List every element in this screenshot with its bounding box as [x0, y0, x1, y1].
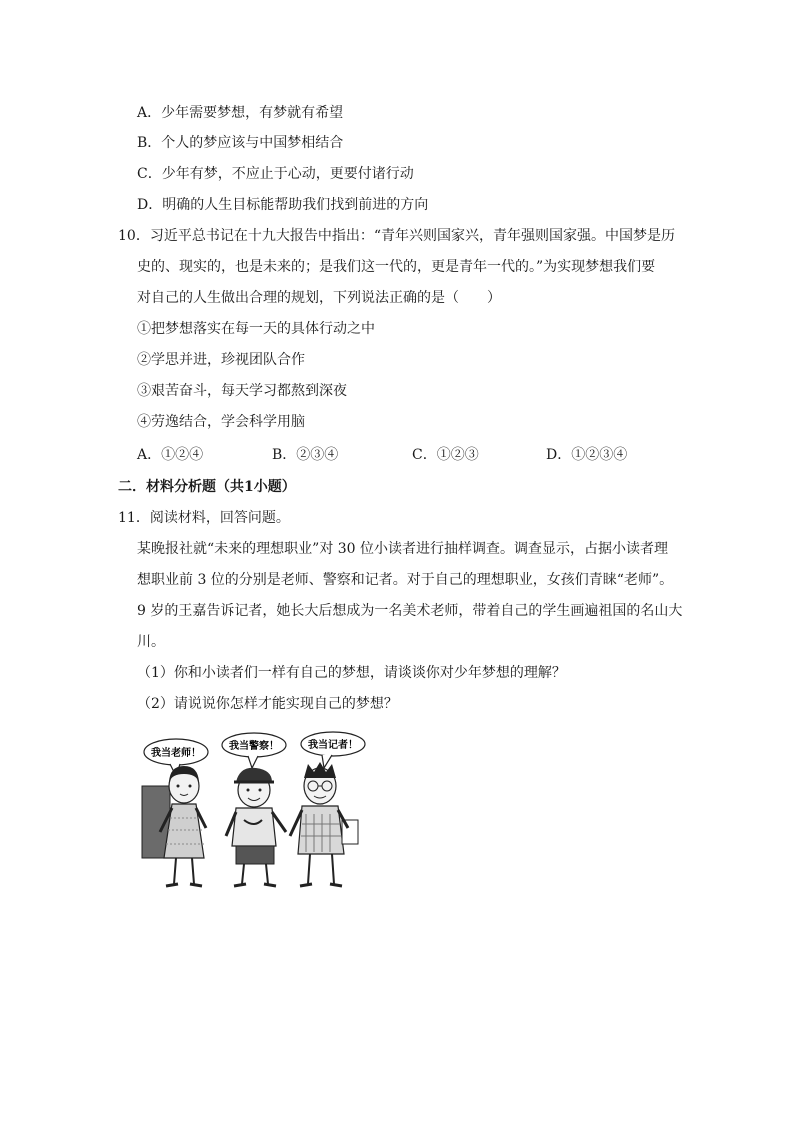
- q10-choice-d: D．①②③④: [546, 447, 628, 463]
- q10-statement-4: ④劳逸结合，学会科学用脑: [137, 414, 305, 430]
- q10-choice-b: B．②③④: [272, 447, 339, 463]
- q11-material-line-4: 川。: [137, 634, 165, 650]
- bubble-text-reporter: 我当记者！: [308, 740, 358, 751]
- q11-material-line-3: 9 岁的王嘉告诉记者，她长大后想成为一名美术老师，带着自己的学生画遍祖国的名山大: [137, 603, 683, 619]
- q10-stem-line-1: 10．习近平总书记在十九大报告中指出：“青年兴则国家兴，青年强则国家强。中国梦是历: [118, 228, 675, 244]
- option-a: A．少年需要梦想，有梦就有希望: [137, 105, 344, 121]
- q10-statement-3: ③艰苦奋斗，每天学习都熬到深夜: [137, 383, 347, 399]
- option-b: B．个人的梦应该与中国梦相结合: [137, 135, 344, 151]
- q11-sub-question-1: （1）你和小读者们一样有自己的梦想，请谈谈你对少年梦想的理解？: [137, 665, 566, 681]
- speech-bubble-police: [222, 733, 286, 768]
- q10-statement-1: ①把梦想落实在每一天的具体行动之中: [137, 321, 375, 337]
- q10-statement-2: ②学思并进，珍视团队合作: [137, 352, 305, 368]
- q10-choice-c: C．①②③: [412, 447, 479, 463]
- bubble-text-teacher: 我当老师！: [151, 748, 201, 759]
- bubble-text-police: 我当警察！: [229, 741, 279, 752]
- q11-sub-question-2: （2）请说说你怎样才能实现自己的梦想？: [137, 696, 398, 712]
- section-title: 二．材料分析题（共1小题）: [118, 479, 296, 495]
- q11-prompt: 11．阅读材料，回答问题。: [118, 510, 290, 526]
- children-dreams-illustration: [140, 728, 376, 894]
- q11-material-line-2: 想职业前 3 位的分别是老师、警察和记者。对于自己的理想职业，女孩们青睐“老师”。: [137, 572, 674, 588]
- q10-stem-line-3: 对自己的人生做出合理的规划，下列说法正确的是（ ）: [137, 290, 501, 306]
- option-c: C．少年有梦，不应止于心动，更要付诸行动: [137, 166, 414, 182]
- boy-police-figure: [226, 768, 286, 886]
- q10-choice-a: A．①②④: [137, 447, 204, 463]
- speech-bubble-reporter: [301, 732, 365, 768]
- boy-reporter-figure: [290, 762, 358, 886]
- option-d: D．明确的人生目标能帮助我们找到前进的方向: [137, 197, 429, 213]
- q11-material-line-1: 某晚报社就“未来的理想职业”对 30 位小读者进行抽样调查。调查显示，占据小读者理: [137, 541, 669, 557]
- q10-stem-line-2: 史的、现实的，也是未来的；是我们这一代的，更是青年一代的。”为实现梦想我们要: [137, 259, 656, 275]
